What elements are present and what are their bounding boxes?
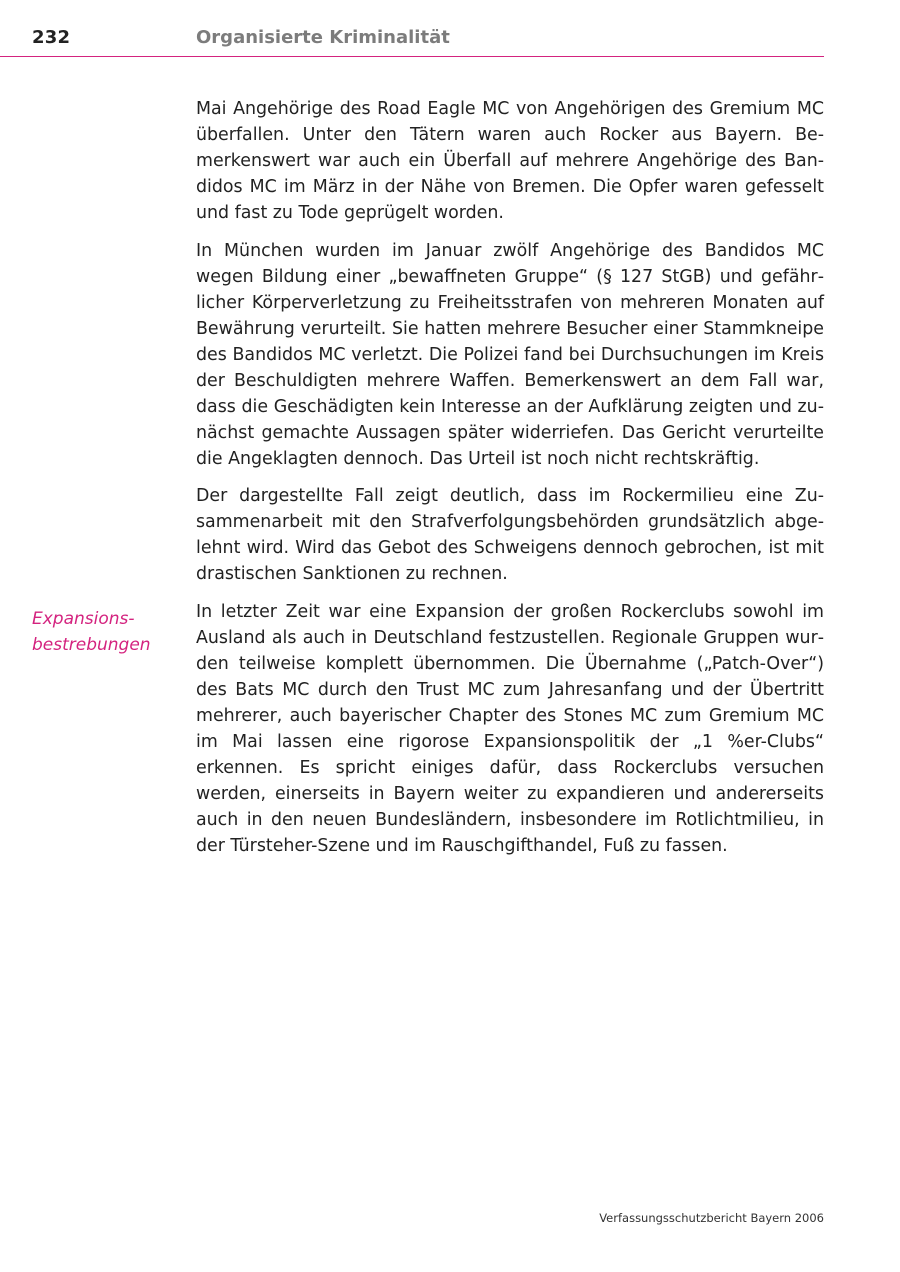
paragraph-3: Der dargestellte Fall zeigt deutlich, dass im Rockermilieu eine Zusammenarbeit mit den Strafverfolgungsbehörden grundsätzlich abgelehnt wird. Wird das Gebot des Schweigens dennoch gebrochen, ist mit drastischen Sanktionen zu rechnen.	[196, 486, 824, 584]
page-footer: Verfassungsschutzbericht Bayern 2006	[599, 1211, 824, 1225]
section-title: Organisierte Kriminalität	[196, 27, 450, 48]
margin-note-line-1: Expansions-	[32, 609, 135, 629]
page-number: 232	[32, 27, 71, 48]
body-text	[196, 96, 824, 870]
margin-note	[32, 606, 182, 658]
margin-note-line-2: bestrebungen	[32, 635, 151, 655]
paragraph-2: In München wurden im Januar zwölf Angehörige des Bandidos MC wegen Bildung einer „bewaffneten Gruppe“ (§ 127 StGB) und gefährlicher Körperverletzung zu Freiheitsstrafen von mehreren Monaten auf Bewährung verurteilt. Sie hatten mehrere Besucher einer Stammkneipe des Bandidos MC verletzt. Die Polizei fand bei Durchsuchungen im Kreis der Beschuldigten mehrere Waffen. Bemerkenswert an dem Fall war, dass die Geschädigten kein Interesse an der Aufklärung zeigten und zunächst gemachte Aussagen später widerriefen. Das Gericht verurteilte die Angeklagten dennoch. Das Urteil ist noch nicht rechtskräftig.	[196, 240, 824, 469]
paragraph-4: In letzter Zeit war eine Expansion der großen Rockerclubs sowohl im Ausland als auch in Deutschland festzustellen. Regionale Gruppen wurden teilweise komplett übernommen. Die Übernahme („Patch-Over“) des Bats MC durch den Trust MC zum Jahresanfang und der Übertritt mehrerer, auch bayerischer Chapter des Stones MC zum Gremium MC im Mai lassen eine rigorose Expansionspolitik der „1 %er-Clubs“ erkennen. Es spricht einiges dafür, dass Rockerclubs versuchen werden, einerseits in Bayern weiter zu expandieren und andererseits auch in den neuen Bundesländern, insbesondere im Rotlichtmilieu, in der Türsteher-Szene und im Rauschgifthandel, Fuß zu fassen.	[196, 601, 824, 856]
paragraph-1: Mai Angehörige des Road Eagle MC von Angehörigen des Gremium MC überfallen. Unter den Tätern waren auch Rocker aus Bayern. Bemerkenswert war auch ein Überfall auf mehrere Angehörige des Bandidos MC im März in der Nähe von Bremen. Die Opfer waren gefesselt und fast zu Tode geprügelt worden.	[196, 99, 824, 223]
page-header	[0, 0, 824, 57]
